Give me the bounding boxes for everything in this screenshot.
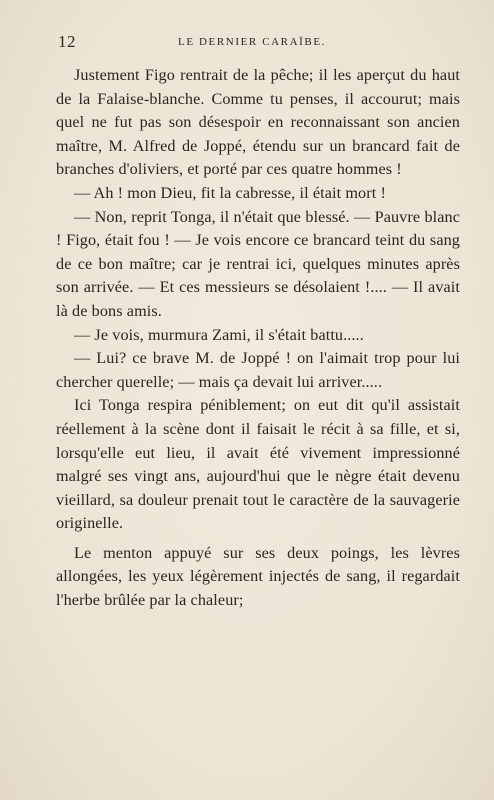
paragraph: — Lui? ce brave M. de Joppé ! on l'aimait trop pour lui chercher querelle; — mais ça devait lui arriver..... xyxy=(56,349,460,391)
paragraph: — Ah ! mon Dieu, fit la cabresse, il était mort ! xyxy=(74,183,386,202)
paragraph: — Non, reprit Tonga, il n'était que blessé. — Pauvre blanc ! Figo, était fou ! — Je vois encore ce brancard teint du sang de ce bon maître; car je rentrai ici, quelques minutes après son arrivée. — Et ces messieurs se désolaient !.... — Il avait là de bons amis. xyxy=(56,207,460,320)
paragraph: — Je vois, murmura Zami, il s'était battu..... xyxy=(74,325,364,344)
page-number: 12 xyxy=(58,32,76,51)
body-text xyxy=(56,64,460,613)
page-header xyxy=(58,32,446,54)
running-title: LE DERNIER CARAÏBE. xyxy=(178,36,327,48)
paragraph: Le menton appuyé sur ses deux poings, les lèvres allongées, les yeux légèrement injectés de sang, il regardait l'herbe brûlée par la chaleur; xyxy=(56,543,460,610)
paragraph: Ici Tonga respira péniblement; on eut dit qu'il assistait réellement à la scène dont il faisait le récit à sa fille, et si, lorsqu'elle eut lieu, il avait été vivement impressionné malgré ses vingt ans, aujourd'hui que le nègre était devenu vieillard, sa douleur prenait tout le caractère de la sauvagerie originelle. xyxy=(56,396,460,533)
paragraph: Justement Figo rentrait de la pêche; il les aperçut du haut de la Falaise-blanche. Comme tu penses, il accourut; mais quel ne fut pas son désespoir en reconnaissant son ancien maître, M. Alfred de Joppé, étendu sur un brancard fait de branches d'oliviers, et porté par ces quatre hommes ! xyxy=(56,66,460,179)
